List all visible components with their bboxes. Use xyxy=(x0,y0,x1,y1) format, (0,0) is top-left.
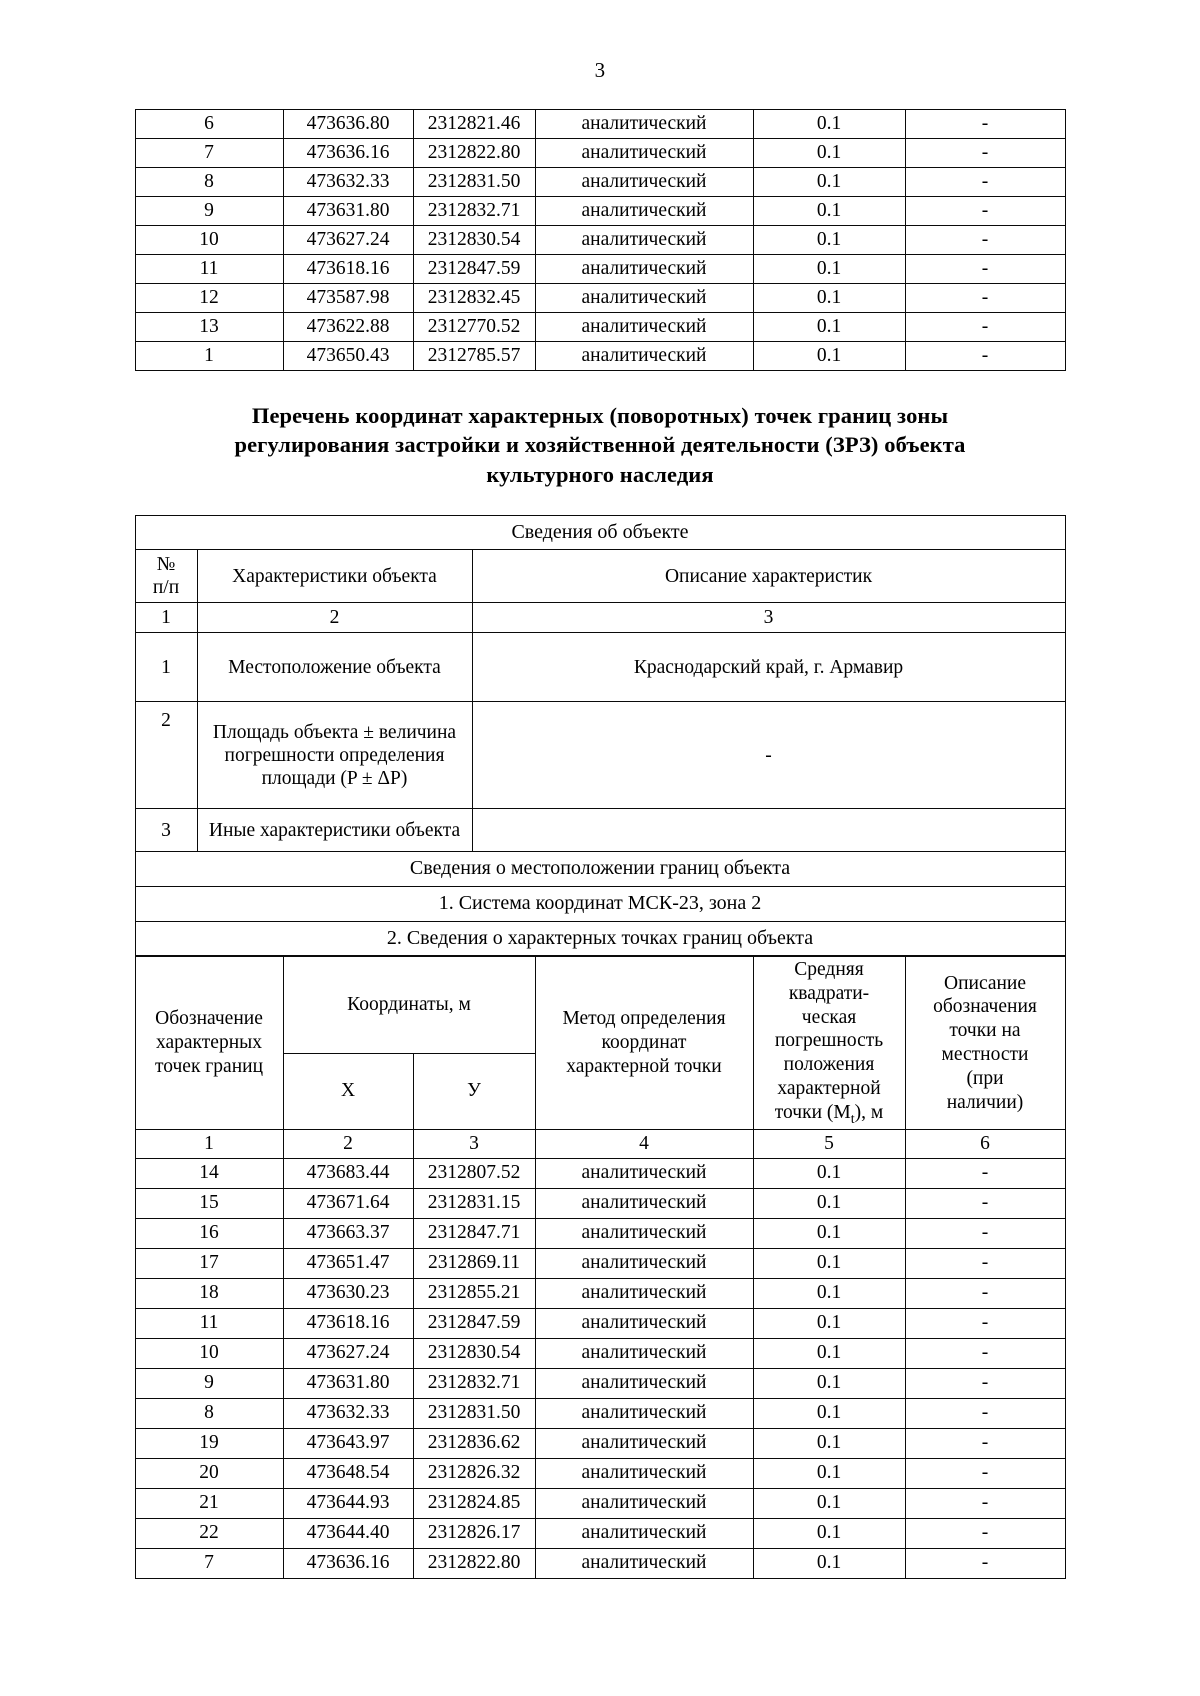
points-colnum-2: 2 xyxy=(283,1129,413,1158)
method-cell: аналитический xyxy=(535,226,753,255)
heading-line-1: Перечень координат характерных (поворотных) точек границ зоны xyxy=(251,403,949,428)
row-description-2: - xyxy=(472,702,1065,809)
row-characteristic-2 xyxy=(197,702,472,809)
x-coordinate-cell: 473644.93 xyxy=(283,1488,413,1518)
point-number-cell: 8 xyxy=(135,168,283,197)
point-number-cell: 21 xyxy=(135,1488,283,1518)
method-line-3: характерной точки xyxy=(566,1055,722,1077)
colnum-2: 2 xyxy=(197,603,472,633)
point-description-cell: - xyxy=(905,255,1065,284)
error-cell: 0.1 xyxy=(753,1428,905,1458)
header-no-cell xyxy=(135,550,197,603)
error-line-4: погрешность xyxy=(774,1030,884,1052)
header-y: У xyxy=(413,1053,535,1129)
point-number-cell: 7 xyxy=(135,139,283,168)
point-number-cell: 9 xyxy=(135,1368,283,1398)
y-coordinate-cell: 2312847.71 xyxy=(413,1218,535,1248)
header-characteristics: Характеристики объекта xyxy=(197,550,472,603)
row-no-3: 3 xyxy=(135,809,197,852)
error-cell: 0.1 xyxy=(753,1278,905,1308)
band-object-info-row xyxy=(135,515,1065,550)
band-location-info-row xyxy=(135,852,1065,887)
error-cell: 0.1 xyxy=(753,226,905,255)
object-row-other xyxy=(135,809,1065,852)
error-cell: 0.1 xyxy=(753,168,905,197)
band-coord-system-row xyxy=(135,886,1065,921)
y-coordinate-cell: 2312807.52 xyxy=(413,1158,535,1188)
point-number-cell: 15 xyxy=(135,1188,283,1218)
area-line-1: Площадь объекта ± величина xyxy=(212,721,457,743)
band-object-info: Сведения об объекте xyxy=(135,515,1065,550)
x-coordinate-cell: 473630.23 xyxy=(283,1278,413,1308)
header-x: X xyxy=(283,1053,413,1129)
point-description-cell: - xyxy=(905,1248,1065,1278)
header-designation xyxy=(135,957,283,1130)
band-location-info: Сведения о местоположении границ объекта xyxy=(135,852,1065,887)
y-coordinate-cell: 2312869.11 xyxy=(413,1248,535,1278)
table-row xyxy=(135,1458,1065,1488)
table-row xyxy=(135,1548,1065,1578)
area-line-3: площади (P ± ΔP) xyxy=(261,767,408,789)
table-row xyxy=(135,1518,1065,1548)
band-points-info-row xyxy=(135,921,1065,956)
table-row xyxy=(135,168,1065,197)
colnum-3: 3 xyxy=(472,603,1065,633)
point-number-cell: 18 xyxy=(135,1278,283,1308)
method-cell: аналитический xyxy=(535,1488,753,1518)
header-no-sub: п/п xyxy=(152,577,180,599)
x-coordinate-cell: 473587.98 xyxy=(283,284,413,313)
point-number-cell: 11 xyxy=(135,1308,283,1338)
point-description-cell: - xyxy=(905,1398,1065,1428)
point-number-cell: 11 xyxy=(135,255,283,284)
x-coordinate-cell: 473636.80 xyxy=(283,110,413,139)
table-row xyxy=(135,197,1065,226)
y-coordinate-cell: 2312770.52 xyxy=(413,313,535,342)
desc-line-5: (при xyxy=(966,1067,1004,1089)
point-description-cell: - xyxy=(905,1338,1065,1368)
point-number-cell: 19 xyxy=(135,1428,283,1458)
row-description-3 xyxy=(472,809,1065,852)
x-coordinate-cell: 473671.64 xyxy=(283,1188,413,1218)
y-coordinate-cell: 2312822.80 xyxy=(413,1548,535,1578)
table-row xyxy=(135,1188,1065,1218)
error-line-1: Средняя xyxy=(794,959,864,981)
section-heading xyxy=(160,401,1040,489)
continuation-coordinates-table xyxy=(135,109,1066,371)
points-header-row-1 xyxy=(135,957,1065,1054)
header-no: № xyxy=(156,554,176,576)
characteristic-points-table xyxy=(135,956,1066,1579)
method-cell: аналитический xyxy=(535,197,753,226)
point-number-cell: 10 xyxy=(135,1338,283,1368)
table-row xyxy=(135,1398,1065,1428)
method-cell: аналитический xyxy=(535,1278,753,1308)
error-cell: 0.1 xyxy=(753,1308,905,1338)
points-numbering-row xyxy=(135,1129,1065,1158)
error-cell: 0.1 xyxy=(753,284,905,313)
points-colnum-6: 6 xyxy=(905,1129,1065,1158)
point-number-cell: 10 xyxy=(135,226,283,255)
point-number-cell: 12 xyxy=(135,284,283,313)
x-coordinate-cell: 473650.43 xyxy=(283,342,413,371)
object-row-area xyxy=(135,702,1065,809)
y-coordinate-cell: 2312855.21 xyxy=(413,1278,535,1308)
x-coordinate-cell: 473618.16 xyxy=(283,255,413,284)
y-coordinate-cell: 2312785.57 xyxy=(413,342,535,371)
table-row xyxy=(135,110,1065,139)
desc-line-2: обозначения xyxy=(933,996,1037,1018)
table-row xyxy=(135,139,1065,168)
point-description-cell: - xyxy=(905,1488,1065,1518)
object-header-row xyxy=(135,550,1065,603)
error-cell: 0.1 xyxy=(753,313,905,342)
error-mt-subscript: t xyxy=(850,1110,855,1127)
method-cell: аналитический xyxy=(535,1158,753,1188)
header-point-description xyxy=(905,957,1065,1130)
point-number-cell: 1 xyxy=(135,342,283,371)
y-coordinate-cell: 2312824.85 xyxy=(413,1488,535,1518)
point-number-cell: 14 xyxy=(135,1158,283,1188)
table-row xyxy=(135,1218,1065,1248)
header-description: Описание характеристик xyxy=(472,550,1065,603)
x-coordinate-cell: 473622.88 xyxy=(283,313,413,342)
error-cell: 0.1 xyxy=(753,1488,905,1518)
points-colnum-3: 3 xyxy=(413,1129,535,1158)
x-coordinate-cell: 473618.16 xyxy=(283,1308,413,1338)
y-coordinate-cell: 2312831.15 xyxy=(413,1188,535,1218)
x-coordinate-cell: 473636.16 xyxy=(283,1548,413,1578)
point-number-cell: 13 xyxy=(135,313,283,342)
method-cell: аналитический xyxy=(535,1308,753,1338)
x-coordinate-cell: 473643.97 xyxy=(283,1428,413,1458)
error-cell: 0.1 xyxy=(753,1398,905,1428)
point-description-cell: - xyxy=(905,313,1065,342)
row-no-1: 1 xyxy=(135,633,197,702)
error-cell: 0.1 xyxy=(753,1368,905,1398)
object-numbering-row xyxy=(135,603,1065,633)
method-cell: аналитический xyxy=(535,313,753,342)
x-coordinate-cell: 473651.47 xyxy=(283,1248,413,1278)
desc-line-3: точки на xyxy=(949,1020,1021,1042)
y-coordinate-cell: 2312830.54 xyxy=(413,1338,535,1368)
method-cell: аналитический xyxy=(535,1518,753,1548)
point-description-cell: - xyxy=(905,1458,1065,1488)
error-cell: 0.1 xyxy=(753,1548,905,1578)
y-coordinate-cell: 2312847.59 xyxy=(413,1308,535,1338)
point-description-cell: - xyxy=(905,1428,1065,1458)
object-row-location xyxy=(135,633,1065,702)
desc-line-1: Описание xyxy=(943,972,1027,994)
method-cell: аналитический xyxy=(535,1548,753,1578)
point-number-cell: 7 xyxy=(135,1548,283,1578)
point-description-cell: - xyxy=(905,1368,1065,1398)
method-cell: аналитический xyxy=(535,255,753,284)
method-cell: аналитический xyxy=(535,1458,753,1488)
desc-line-4: местности xyxy=(941,1043,1029,1065)
method-cell: аналитический xyxy=(535,1338,753,1368)
error-line-6: характерной xyxy=(777,1078,881,1100)
table-row xyxy=(135,1428,1065,1458)
header-error xyxy=(753,957,905,1130)
x-coordinate-cell: 473663.37 xyxy=(283,1218,413,1248)
method-cell: аналитический xyxy=(535,168,753,197)
designation-line-3: точек границ xyxy=(154,1055,264,1077)
x-coordinate-cell: 473631.80 xyxy=(283,1368,413,1398)
method-cell: аналитический xyxy=(535,110,753,139)
row-characteristic-1: Местоположение объекта xyxy=(197,633,472,702)
point-description-cell: - xyxy=(905,1518,1065,1548)
designation-line-2: характерных xyxy=(156,1032,262,1054)
y-coordinate-cell: 2312832.45 xyxy=(413,284,535,313)
x-coordinate-cell: 473644.40 xyxy=(283,1518,413,1548)
y-coordinate-cell: 2312847.59 xyxy=(413,255,535,284)
method-cell: аналитический xyxy=(535,342,753,371)
x-coordinate-cell: 473627.24 xyxy=(283,226,413,255)
point-description-cell: - xyxy=(905,226,1065,255)
error-mt-prefix: точки (M xyxy=(774,1101,851,1123)
method-cell: аналитический xyxy=(535,1398,753,1428)
point-description-cell: - xyxy=(905,1278,1065,1308)
y-coordinate-cell: 2312836.62 xyxy=(413,1428,535,1458)
object-information-table xyxy=(135,515,1066,956)
x-coordinate-cell: 473632.33 xyxy=(283,168,413,197)
error-cell: 0.1 xyxy=(753,197,905,226)
page-number: 3 xyxy=(594,58,606,82)
x-coordinate-cell: 473636.16 xyxy=(283,139,413,168)
table-row xyxy=(135,1368,1065,1398)
point-number-cell: 22 xyxy=(135,1518,283,1548)
y-coordinate-cell: 2312832.71 xyxy=(413,197,535,226)
y-coordinate-cell: 2312830.54 xyxy=(413,226,535,255)
point-number-cell: 20 xyxy=(135,1458,283,1488)
method-cell: аналитический xyxy=(535,1368,753,1398)
x-coordinate-cell: 473627.24 xyxy=(283,1338,413,1368)
table-row xyxy=(135,284,1065,313)
table-row xyxy=(135,342,1065,371)
method-cell: аналитический xyxy=(535,1248,753,1278)
table-row xyxy=(135,1308,1065,1338)
point-number-cell: 9 xyxy=(135,197,283,226)
table-row xyxy=(135,1278,1065,1308)
band-points-info: 2. Сведения о характерных точках границ объекта xyxy=(135,921,1065,956)
points-colnum-1: 1 xyxy=(135,1129,283,1158)
table-row xyxy=(135,313,1065,342)
error-cell: 0.1 xyxy=(753,1248,905,1278)
error-cell: 0.1 xyxy=(753,1518,905,1548)
error-cell: 0.1 xyxy=(753,110,905,139)
y-coordinate-cell: 2312821.46 xyxy=(413,110,535,139)
error-line-5: положения xyxy=(783,1054,875,1076)
method-cell: аналитический xyxy=(535,1428,753,1458)
y-coordinate-cell: 2312831.50 xyxy=(413,168,535,197)
error-cell: 0.1 xyxy=(753,1458,905,1488)
point-description-cell: - xyxy=(905,284,1065,313)
heading-line-3: культурного наследия xyxy=(486,461,714,487)
point-description-cell: - xyxy=(905,139,1065,168)
header-method xyxy=(535,957,753,1130)
error-cell: 0.1 xyxy=(753,1218,905,1248)
point-description-cell: - xyxy=(905,1218,1065,1248)
row-no-2: 2 xyxy=(135,702,197,809)
point-description-cell: - xyxy=(905,1548,1065,1578)
colnum-1: 1 xyxy=(135,603,197,633)
point-number-cell: 6 xyxy=(135,110,283,139)
y-coordinate-cell: 2312826.32 xyxy=(413,1458,535,1488)
error-cell: 0.1 xyxy=(753,139,905,168)
y-coordinate-cell: 2312826.17 xyxy=(413,1518,535,1548)
area-line-2: погрешности определения xyxy=(224,744,445,766)
method-cell: аналитический xyxy=(535,1188,753,1218)
y-coordinate-cell: 2312831.50 xyxy=(413,1398,535,1428)
table-row xyxy=(135,1248,1065,1278)
table-row xyxy=(135,255,1065,284)
header-coordinates: Координаты, м xyxy=(283,957,535,1054)
point-description-cell: - xyxy=(905,1158,1065,1188)
point-description-cell: - xyxy=(905,342,1065,371)
point-number-cell: 16 xyxy=(135,1218,283,1248)
error-cell: 0.1 xyxy=(753,1158,905,1188)
points-colnum-5: 5 xyxy=(753,1129,905,1158)
x-coordinate-cell: 473648.54 xyxy=(283,1458,413,1488)
point-number-cell: 8 xyxy=(135,1398,283,1428)
error-cell: 0.1 xyxy=(753,1188,905,1218)
row-characteristic-3: Иные характеристики объекта xyxy=(197,809,472,852)
table-row xyxy=(135,1158,1065,1188)
point-description-cell: - xyxy=(905,1308,1065,1338)
x-coordinate-cell: 473631.80 xyxy=(283,197,413,226)
table-row xyxy=(135,1488,1065,1518)
x-coordinate-cell: 473632.33 xyxy=(283,1398,413,1428)
error-cell: 0.1 xyxy=(753,342,905,371)
method-cell: аналитический xyxy=(535,1218,753,1248)
y-coordinate-cell: 2312822.80 xyxy=(413,139,535,168)
table-row xyxy=(135,226,1065,255)
error-mt-suffix: ), м xyxy=(854,1101,884,1123)
row-description-1: Краснодарский край, г. Армавир xyxy=(472,633,1065,702)
method-cell: аналитический xyxy=(535,284,753,313)
point-description-cell: - xyxy=(905,1188,1065,1218)
band-coord-system: 1. Система координат МСК-23, зона 2 xyxy=(135,886,1065,921)
y-coordinate-cell: 2312832.71 xyxy=(413,1368,535,1398)
x-coordinate-cell: 473683.44 xyxy=(283,1158,413,1188)
table-row xyxy=(135,1338,1065,1368)
error-line-3: ческая xyxy=(801,1006,857,1028)
error-cell: 0.1 xyxy=(753,1338,905,1368)
designation-line-1: Обозначение xyxy=(155,1008,263,1030)
error-cell: 0.1 xyxy=(753,255,905,284)
heading-line-2: регулирования застройки и хозяйственной деятельности (ЗРЗ) объекта xyxy=(234,432,966,458)
error-line-2: квадрати- xyxy=(788,982,870,1004)
error-line-7 xyxy=(756,1101,903,1128)
method-line-1: Метод определения xyxy=(562,1008,726,1030)
desc-line-6: наличии) xyxy=(946,1091,1024,1113)
point-description-cell: - xyxy=(905,110,1065,139)
point-number-cell: 17 xyxy=(135,1248,283,1278)
point-description-cell: - xyxy=(905,168,1065,197)
points-colnum-4: 4 xyxy=(535,1129,753,1158)
point-description-cell: - xyxy=(905,197,1065,226)
method-line-2: координат xyxy=(601,1032,687,1054)
method-cell: аналитический xyxy=(535,139,753,168)
